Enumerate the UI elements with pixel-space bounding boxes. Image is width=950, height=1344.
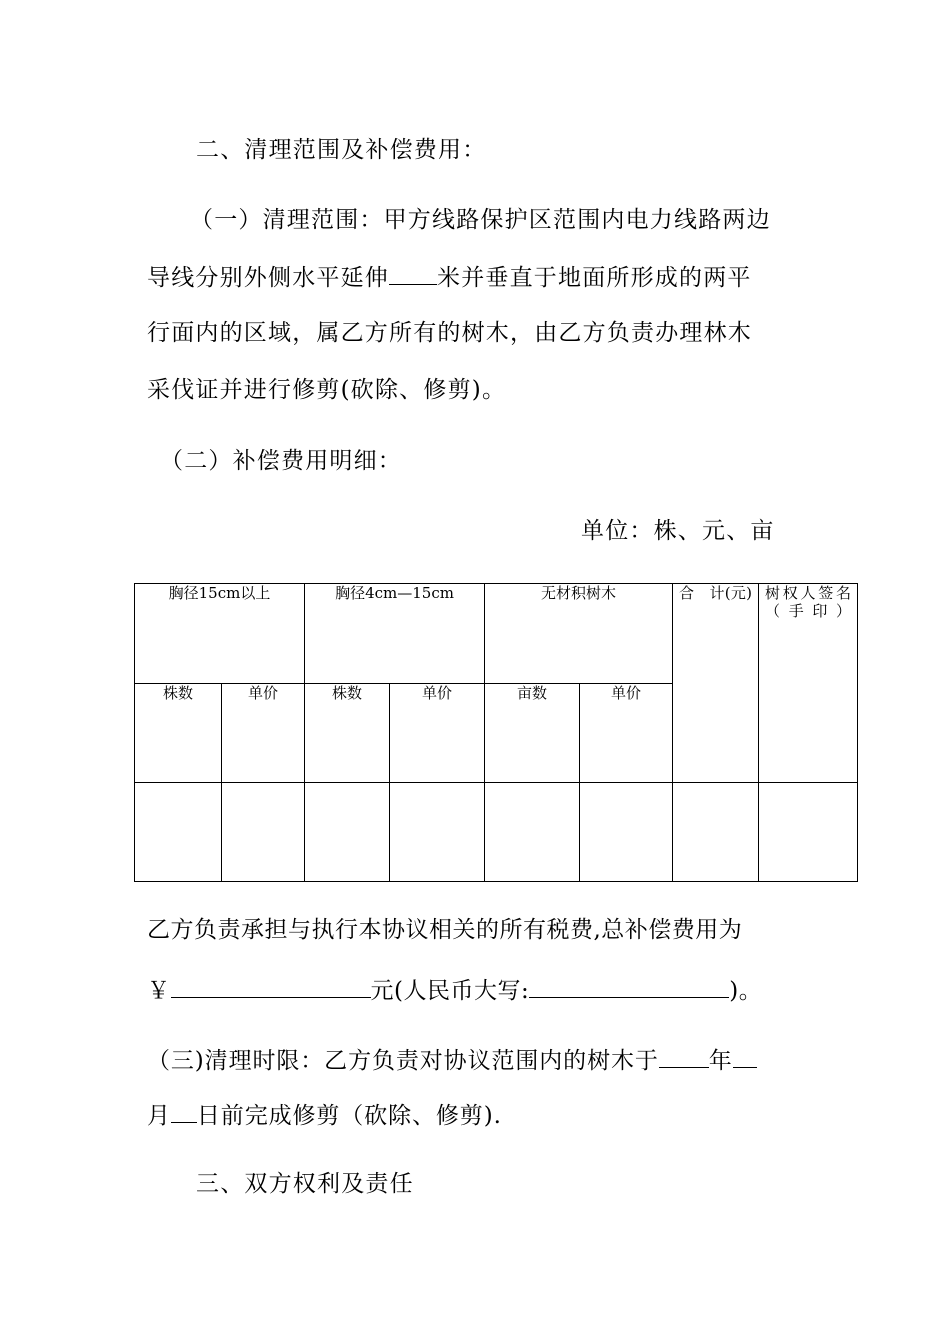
day-blank [171,1100,197,1123]
header-dbh-4-15cm: 胸径4cm—15cm [305,584,485,684]
month-blank-start [733,1045,757,1068]
amount-line [147,975,762,1006]
timelimit-text: （三)清理时限：乙方负责对协议范围内的树木于 [147,1048,659,1074]
table-cell [135,783,222,882]
subheader-unit-price: 单价 [390,684,485,783]
section2-heading: 二、清理范围及补偿费用： [196,137,487,163]
compensation-table [134,583,858,882]
details-heading: （二）补偿费用明细： [160,448,402,474]
table-cell [580,783,673,882]
header-signature: 树权人签名（手印） [759,584,858,783]
timelimit-line-2 [147,1100,502,1131]
month-label: 月 [147,1103,171,1129]
amount-figure-blank [171,975,371,998]
subheader-unit-price: 单价 [580,684,673,783]
section3-heading: 三、双方权利及责任 [196,1171,414,1197]
scope-line-2-post: 米并垂直于地面所形成的两平 [437,265,752,291]
scope-line-2 [147,262,752,293]
table-row [135,783,858,882]
scope-line-3: 行面内的区域，属乙方所有的树木，由乙方负责办理林木 [147,320,752,346]
year-blank [659,1045,709,1068]
subheader-count: 株数 [305,684,390,783]
currency-symbol: ￥ [147,978,171,1004]
table-cell [222,783,305,882]
tax-line: 乙方负责承担与执行本协议相关的所有税费,总补偿费用为 [147,917,743,943]
amount-words-blank [529,975,729,998]
unit-label: 单位：株、元、亩 [581,518,775,544]
table-cell [485,783,580,882]
header-no-timber-trees: 无材积树木 [485,584,673,684]
distance-blank [389,262,437,285]
day-suffix-text: 日前完成修剪（砍除、修剪). [196,1103,502,1129]
subheader-area-mu: 亩数 [485,684,580,783]
timelimit-line-1 [147,1045,757,1076]
amount-close: )。 [729,978,763,1004]
header-dbh-above-15cm: 胸径15cm以上 [135,584,305,684]
scope-line-1: （一）清理范围：甲方线路保护区范围内电力线路两边 [190,207,771,233]
table-cell [673,783,759,882]
scope-line-4: 采伐证并进行修剪(砍除、修剪)。 [147,377,507,403]
scope-line-2-pre: 导线分别外侧水平延伸 [147,265,389,291]
amount-yuan-label: 元(人民币大写: [370,978,530,1004]
header-total: 合 计(元) [673,584,759,783]
year-label: 年 [708,1048,733,1074]
table-cell [759,783,858,882]
table-cell [305,783,390,882]
subheader-unit-price: 单价 [222,684,305,783]
table-cell [390,783,485,882]
subheader-count: 株数 [135,684,222,783]
